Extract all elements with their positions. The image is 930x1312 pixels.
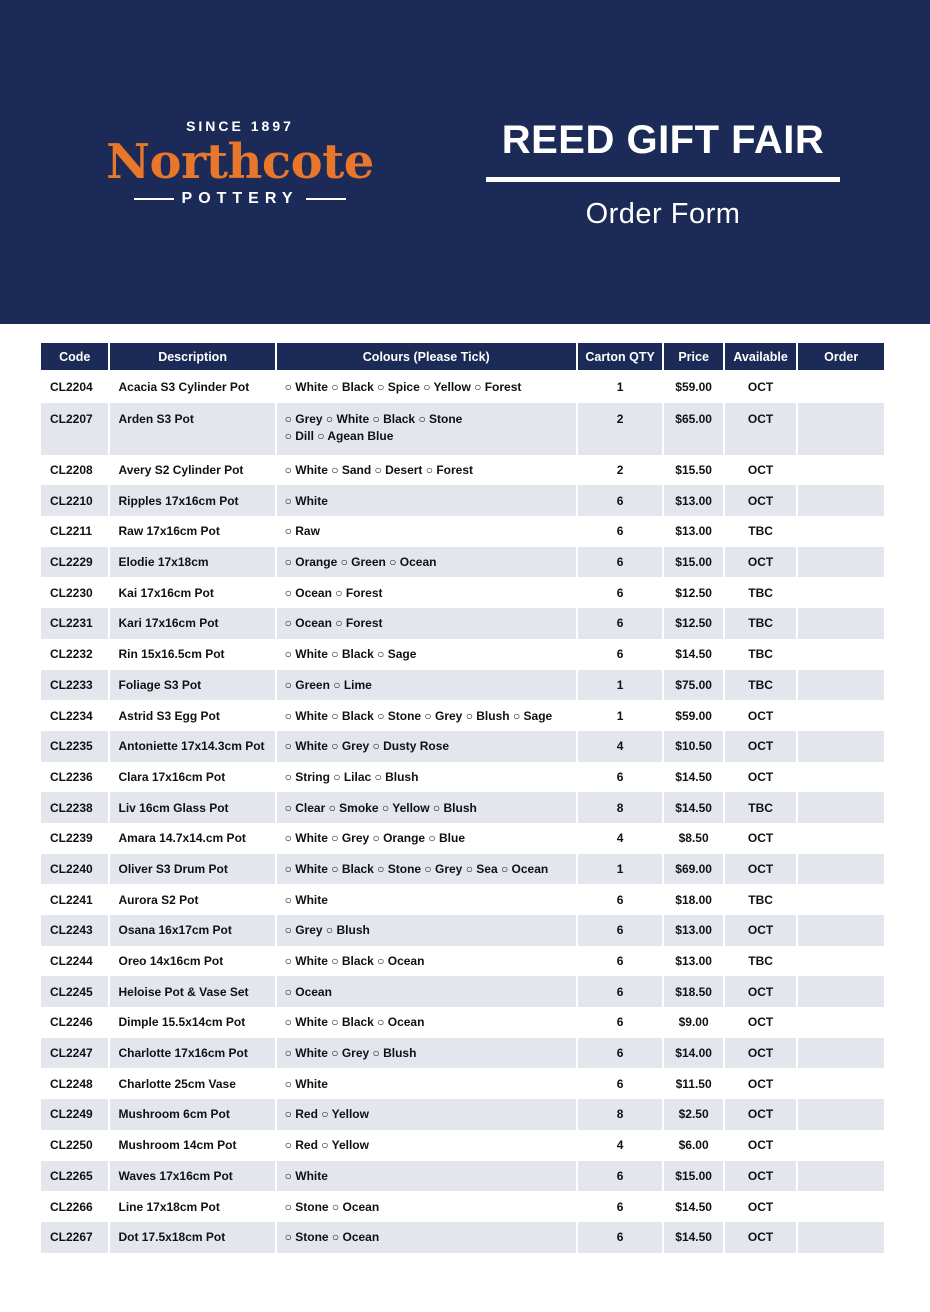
cell-carton-qty: 1 — [578, 670, 663, 701]
cell-code: CL2230 — [50, 585, 93, 600]
cell-available: TBC — [748, 647, 773, 662]
cell-available: TBC — [748, 524, 773, 539]
cell-order[interactable] — [798, 976, 884, 1007]
table-row — [41, 1007, 884, 1038]
cell-price: $69.00 — [664, 854, 722, 885]
col-header-description: Description — [110, 343, 274, 372]
table-row — [41, 1099, 884, 1130]
cell-price: $18.00 — [675, 892, 712, 907]
cell-carton-qty: 8 — [578, 792, 663, 823]
table-row — [41, 639, 884, 670]
cell-colours[interactable]: ○ White ○ Black ○ Stone ○ Grey ○ Blush ○ Sage — [284, 708, 553, 723]
cell-code: CL2207 — [41, 403, 108, 455]
cell-available: OCT — [725, 976, 797, 1007]
cell-carton-qty: 6 — [578, 1038, 663, 1069]
cell-carton-qty: 6 — [578, 1161, 663, 1192]
cell-code: CL2267 — [41, 1222, 108, 1253]
col-header-available: Available — [725, 343, 797, 372]
cell-colours[interactable]: ○ Clear ○ Smoke ○ Yellow ○ Blush — [277, 792, 576, 823]
cell-price: $10.50 — [664, 731, 722, 762]
cell-description: Heloise Pot & Vase Set — [110, 976, 274, 1007]
cell-description: Liv 16cm Glass Pot — [110, 792, 274, 823]
cell-description: Osana 16x17cm Pot — [110, 915, 274, 946]
cell-available: OCT — [747, 380, 774, 395]
table-row — [41, 792, 884, 823]
cell-description: Antoniette 17x14.3cm Pot — [110, 731, 274, 762]
cell-available: OCT — [725, 854, 797, 885]
cell-order[interactable] — [798, 915, 884, 946]
cell-price: $13.00 — [664, 485, 722, 516]
cell-order[interactable] — [798, 1222, 884, 1253]
cell-colours[interactable]: ○ Orange ○ Green ○ Ocean — [277, 547, 576, 578]
cell-carton-qty: 4 — [578, 731, 663, 762]
cell-code: CL2238 — [41, 792, 108, 823]
cell-carton-qty: 6 — [616, 954, 624, 969]
cell-price: $13.00 — [675, 954, 712, 969]
cell-available: OCT — [725, 731, 797, 762]
cell-price: $8.50 — [678, 831, 709, 846]
cell-price: $14.50 — [675, 647, 712, 662]
col-header-price: Price — [664, 343, 722, 372]
table-row — [41, 1161, 884, 1192]
cell-description: Avery S2 Cylinder Pot — [118, 463, 244, 478]
cell-colours[interactable]: ○ White ○ Grey ○ Orange ○ Blue — [284, 831, 466, 846]
col-header-carton-qty: Carton QTY — [578, 343, 663, 372]
table-header-row — [41, 343, 884, 372]
cell-available: OCT — [725, 1222, 797, 1253]
table-row — [41, 823, 884, 854]
cell-carton-qty: 2 — [616, 463, 624, 478]
cell-available: OCT — [725, 915, 797, 946]
cell-colours[interactable]: ○ White ○ Grey ○ Dusty Rose — [277, 731, 576, 762]
cell-code: CL2210 — [41, 485, 108, 516]
cell-price: $14.50 — [664, 792, 722, 823]
cell-order[interactable] — [798, 485, 884, 516]
cell-order[interactable] — [798, 639, 884, 670]
cell-order[interactable] — [798, 854, 884, 885]
cell-colours[interactable]: ○ Grey ○ Blush — [277, 915, 576, 946]
cell-available: OCT — [747, 769, 774, 784]
table-row — [41, 516, 884, 547]
colour-options-line[interactable]: ○ Dill ○ Agean Blue — [284, 428, 394, 443]
cell-order[interactable] — [798, 792, 884, 823]
cell-description: Mushroom 14cm Pot — [118, 1138, 237, 1153]
cell-available: TBC — [748, 585, 773, 600]
cell-colours[interactable]: ○ White ○ Black ○ Ocean — [284, 1015, 425, 1030]
cell-price: $12.50 — [664, 608, 722, 639]
logo-rule-left — [134, 198, 174, 200]
cell-price: $14.50 — [664, 1222, 722, 1253]
cell-carton-qty: 2 — [578, 403, 663, 455]
logo-brand: Northcote — [106, 134, 374, 190]
table-row — [41, 455, 884, 486]
cell-code: CL2265 — [41, 1161, 108, 1192]
table-row — [41, 485, 884, 516]
cell-available: OCT — [725, 1099, 797, 1130]
cell-order[interactable] — [798, 1038, 884, 1069]
cell-carton-qty: 4 — [616, 831, 624, 846]
cell-code: CL2232 — [50, 647, 93, 662]
cell-carton-qty: 6 — [616, 1076, 624, 1091]
cell-available: TBC — [748, 892, 773, 907]
cell-order[interactable] — [798, 700, 884, 731]
cell-price: $14.50 — [675, 1199, 712, 1214]
cell-colours[interactable]: ○ Stone ○ Ocean — [277, 1222, 576, 1253]
cell-code: CL2234 — [50, 708, 93, 723]
table-row — [41, 976, 884, 1007]
cell-description: Oliver S3 Drum Pot — [110, 854, 274, 885]
cell-description: Elodie 17x18cm — [110, 547, 274, 578]
cell-price: $11.50 — [675, 1076, 712, 1091]
cell-colours[interactable]: ○ White ○ Black ○ Spice ○ Yellow ○ Forest — [284, 380, 522, 395]
table-row — [41, 547, 884, 578]
cell-available: OCT — [747, 463, 774, 478]
cell-price: $15.50 — [675, 463, 712, 478]
table-row — [41, 854, 884, 885]
cell-order[interactable] — [798, 946, 884, 977]
cell-code: CL2231 — [41, 608, 108, 639]
cell-code: CL2240 — [41, 854, 108, 885]
table-row — [41, 372, 884, 403]
cell-colours[interactable]: ○ Red ○ Yellow — [277, 1099, 576, 1130]
table-row — [41, 762, 884, 793]
order-table — [39, 343, 886, 1253]
cell-available: OCT — [747, 831, 774, 846]
table-row — [41, 946, 884, 977]
cell-description: Ripples 17x16cm Pot — [110, 485, 274, 516]
cell-description: Clara 17x16cm Pot — [118, 769, 226, 784]
header-banner — [0, 0, 930, 324]
table-row — [41, 731, 884, 762]
cell-colours[interactable]: ○ White ○ Black ○ Ocean — [284, 954, 425, 969]
table-row — [41, 403, 884, 455]
title-divider — [486, 177, 840, 182]
cell-description: Arden S3 Pot — [110, 403, 274, 455]
cell-description: Astrid S3 Egg Pot — [118, 708, 220, 723]
cell-carton-qty: 6 — [616, 1199, 624, 1214]
cell-description: Raw 17x16cm Pot — [118, 524, 220, 539]
cell-price: $15.00 — [664, 547, 722, 578]
col-header-code: Code — [41, 343, 108, 372]
cell-carton-qty: 8 — [578, 1099, 663, 1130]
cell-order[interactable] — [798, 731, 884, 762]
table-row — [41, 608, 884, 639]
cell-carton-qty: 6 — [578, 976, 663, 1007]
cell-available: OCT — [747, 1138, 774, 1153]
cell-order[interactable] — [798, 1099, 884, 1130]
cell-carton-qty: 6 — [578, 1222, 663, 1253]
cell-order[interactable] — [798, 884, 884, 915]
cell-colours[interactable]: ○ Green ○ Lime — [277, 670, 576, 701]
cell-available: OCT — [725, 485, 797, 516]
cell-order[interactable] — [798, 1130, 884, 1161]
cell-code: CL2239 — [50, 831, 93, 846]
cell-available: OCT — [725, 1038, 797, 1069]
cell-description: Oreo 14x16cm Pot — [118, 954, 224, 969]
cell-description: Mushroom 6cm Pot — [110, 1099, 274, 1130]
cell-price: $18.50 — [664, 976, 722, 1007]
cell-code: CL2266 — [50, 1199, 93, 1214]
cell-available: OCT — [747, 1076, 774, 1091]
logo-since: SINCE 1897 — [186, 118, 294, 134]
cell-code: CL2208 — [50, 463, 93, 478]
cell-available: OCT — [725, 547, 797, 578]
table-row — [41, 1222, 884, 1253]
cell-colours[interactable]: ○ White — [284, 1076, 328, 1091]
cell-price: $75.00 — [664, 670, 722, 701]
cell-code: CL2244 — [50, 954, 93, 969]
table-row — [41, 700, 884, 731]
table-row — [41, 915, 884, 946]
cell-description: Charlotte 25cm Vase — [118, 1076, 236, 1091]
cell-price: $14.50 — [675, 769, 712, 784]
cell-available: TBC — [725, 670, 797, 701]
cell-price: $2.50 — [664, 1099, 722, 1130]
col-header-order: Order — [798, 343, 884, 372]
cell-description: Kari 17x16cm Pot — [110, 608, 274, 639]
page-title: REED GIFT FAIR — [501, 118, 825, 162]
cell-colours[interactable]: ○ Ocean — [277, 976, 576, 1007]
cell-description: Rin 15x16.5cm Pot — [118, 647, 225, 662]
cell-colours[interactable]: ○ Red ○ Yellow — [284, 1138, 369, 1153]
cell-available: OCT — [747, 1199, 774, 1214]
logo-sub-text: POTTERY — [181, 190, 299, 207]
cell-price: $13.00 — [675, 524, 712, 539]
table-row — [41, 884, 884, 915]
cell-carton-qty: 6 — [578, 485, 663, 516]
cell-price: $14.00 — [664, 1038, 722, 1069]
cell-colours[interactable] — [277, 403, 576, 455]
cell-carton-qty: 1 — [616, 708, 624, 723]
cell-description: Acacia S3 Cylinder Pot — [118, 380, 250, 395]
cell-code: CL2246 — [50, 1015, 93, 1030]
cell-available: TBC — [748, 954, 773, 969]
title-block — [486, 118, 840, 231]
cell-code: CL2249 — [41, 1099, 108, 1130]
table-row — [41, 1038, 884, 1069]
cell-price: $6.00 — [678, 1138, 709, 1153]
cell-colours[interactable]: ○ White — [277, 1161, 576, 1192]
cell-order[interactable] — [798, 1161, 884, 1192]
cell-available: OCT — [725, 1161, 797, 1192]
cell-price: $15.00 — [664, 1161, 722, 1192]
cell-carton-qty: 6 — [616, 769, 624, 784]
cell-order[interactable] — [798, 762, 884, 793]
cell-carton-qty: 6 — [616, 1015, 624, 1030]
cell-price: $9.00 — [678, 1015, 709, 1030]
cell-order[interactable] — [798, 516, 884, 547]
table-row — [41, 1130, 884, 1161]
cell-code: CL2250 — [50, 1138, 93, 1153]
cell-carton-qty: 6 — [616, 585, 624, 600]
cell-available: TBC — [725, 608, 797, 639]
cell-available: TBC — [725, 792, 797, 823]
cell-code: CL2241 — [50, 892, 93, 907]
cell-carton-qty: 6 — [616, 892, 624, 907]
cell-price: $12.50 — [675, 585, 712, 600]
cell-order[interactable] — [798, 1007, 884, 1038]
cell-order[interactable] — [798, 1068, 884, 1099]
cell-code: CL2243 — [41, 915, 108, 946]
table-row — [41, 1191, 884, 1222]
cell-carton-qty: 1 — [578, 854, 663, 885]
cell-colours[interactable]: ○ White ○ Grey ○ Blush — [277, 1038, 576, 1069]
cell-colours[interactable]: ○ Raw — [284, 524, 320, 539]
colour-options-line[interactable]: ○ Grey ○ White ○ Black ○ Stone — [284, 411, 463, 426]
cell-price: $59.00 — [675, 708, 712, 723]
cell-carton-qty: 1 — [616, 380, 624, 395]
cell-carton-qty: 6 — [578, 915, 663, 946]
cell-available: OCT — [725, 403, 797, 455]
cell-code: CL2247 — [41, 1038, 108, 1069]
cell-code: CL2233 — [41, 670, 108, 701]
page-subtitle: Order Form — [585, 198, 741, 230]
cell-colours[interactable]: ○ Stone ○ Ocean — [284, 1199, 380, 1214]
cell-price: $59.00 — [675, 380, 712, 395]
table-row — [41, 577, 884, 608]
cell-colours[interactable]: ○ White ○ Black ○ Stone ○ Grey ○ Sea ○ Ocean — [277, 854, 576, 885]
cell-order[interactable] — [798, 403, 884, 455]
cell-colours[interactable]: ○ White ○ Sand ○ Desert ○ Forest — [284, 463, 474, 478]
cell-carton-qty: 6 — [616, 524, 624, 539]
cell-description: Charlotte 17x16cm Pot — [110, 1038, 274, 1069]
table-row — [41, 670, 884, 701]
cell-carton-qty: 6 — [578, 547, 663, 578]
cell-description: Dimple 15.5x14cm Pot — [118, 1015, 246, 1030]
cell-description: Line 17x18cm Pot — [118, 1199, 220, 1214]
cell-description: Amara 14.7x14.cm Pot — [118, 831, 246, 846]
cell-available: OCT — [747, 708, 774, 723]
cell-code: CL2211 — [50, 524, 93, 539]
cell-order[interactable] — [798, 608, 884, 639]
cell-colours[interactable]: ○ Ocean ○ Forest — [277, 608, 576, 639]
cell-description: Waves 17x16cm Pot — [110, 1161, 274, 1192]
cell-description: Dot 17.5x18cm Pot — [110, 1222, 274, 1253]
cell-colours[interactable]: ○ Ocean ○ Forest — [284, 585, 383, 600]
cell-order[interactable] — [798, 577, 884, 608]
cell-order[interactable] — [798, 823, 884, 854]
cell-price: $65.00 — [664, 403, 722, 455]
col-header-colours: Colours (Please Tick) — [277, 343, 576, 372]
northcote-logo — [95, 118, 385, 208]
table-row — [41, 1068, 884, 1099]
logo-sub — [95, 190, 385, 208]
cell-order[interactable] — [798, 547, 884, 578]
cell-carton-qty: 4 — [616, 1138, 624, 1153]
order-table-wrap — [41, 343, 884, 1253]
cell-carton-qty: 6 — [578, 608, 663, 639]
cell-order[interactable] — [798, 670, 884, 701]
cell-code: CL2204 — [50, 380, 93, 395]
cell-code: CL2248 — [50, 1076, 93, 1091]
logo-rule-right — [306, 198, 346, 200]
cell-order[interactable] — [798, 455, 884, 486]
cell-price: $13.00 — [664, 915, 722, 946]
cell-order[interactable] — [798, 372, 884, 403]
cell-description: Aurora S2 Pot — [118, 892, 199, 907]
cell-colours[interactable]: ○ White — [284, 892, 328, 907]
cell-colours[interactable]: ○ White — [277, 485, 576, 516]
cell-code: CL2236 — [50, 769, 93, 784]
cell-order[interactable] — [798, 1191, 884, 1222]
cell-description: Foliage S3 Pot — [110, 670, 274, 701]
cell-available: OCT — [747, 1015, 774, 1030]
cell-colours[interactable]: ○ String ○ Lilac ○ Blush — [284, 769, 419, 784]
cell-code: CL2235 — [41, 731, 108, 762]
cell-code: CL2245 — [41, 976, 108, 1007]
cell-carton-qty: 6 — [616, 647, 624, 662]
cell-colours[interactable]: ○ White ○ Black ○ Sage — [284, 647, 417, 662]
cell-code: CL2229 — [41, 547, 108, 578]
cell-description: Kai 17x16cm Pot — [118, 585, 214, 600]
